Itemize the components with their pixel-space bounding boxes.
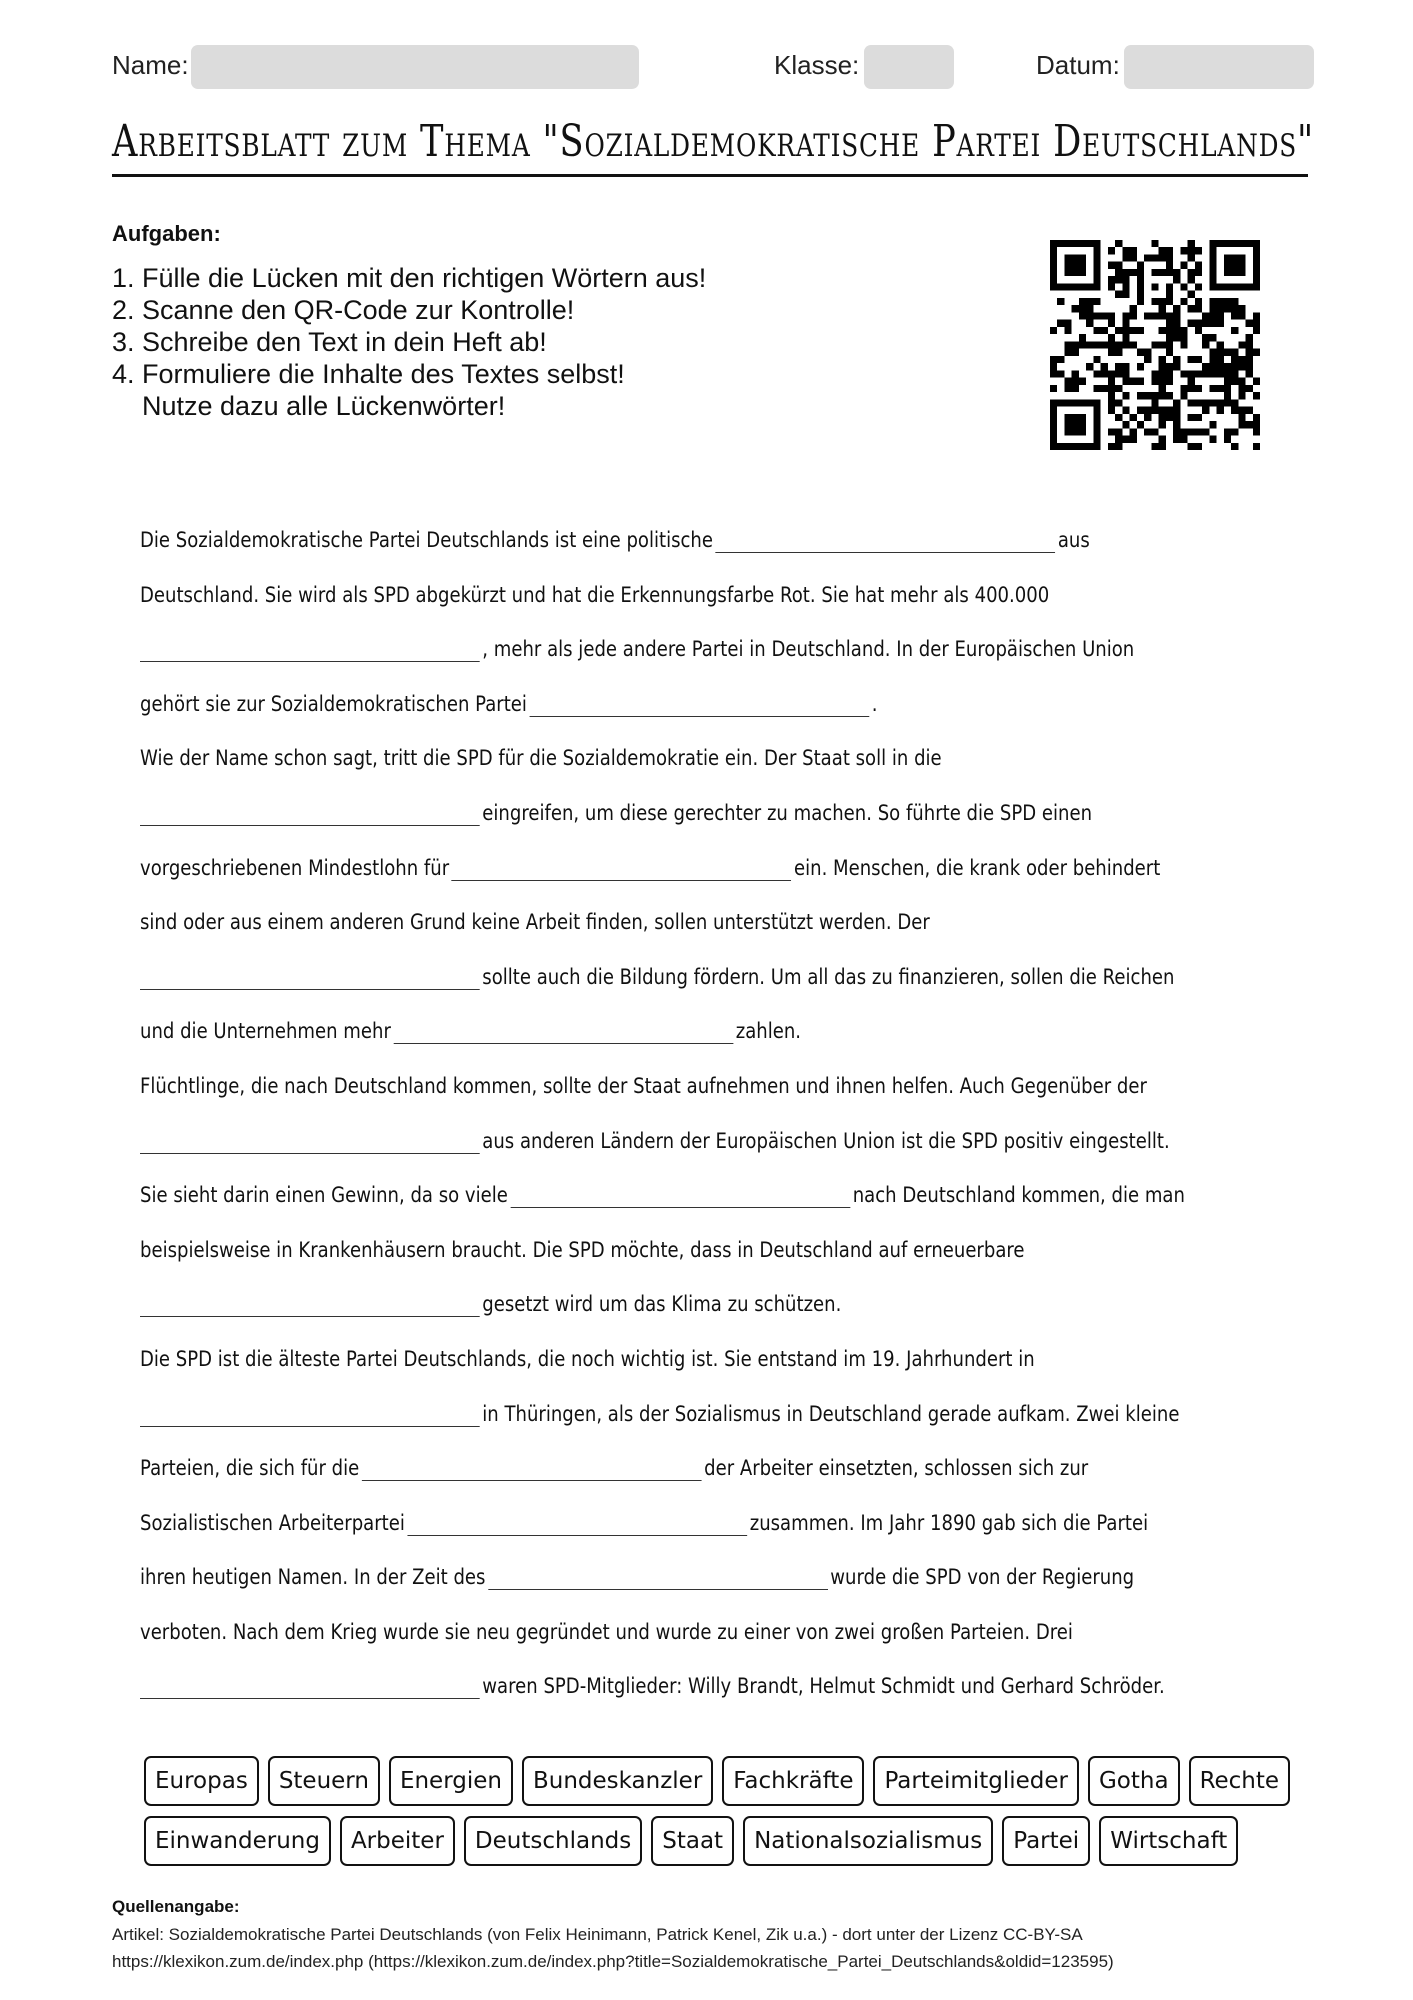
text-line: und die Unternehmen mehr zahlen. (140, 1019, 802, 1044)
text-line: gehört sie zur Sozialdemokratischen Partei . (140, 691, 878, 716)
blank-gap[interactable] (452, 859, 792, 881)
text-line: gesetzt wird um das Klima zu schützen. (140, 1277, 1138, 1332)
blank-gap[interactable] (393, 1022, 733, 1044)
word-chip[interactable]: Fachkräfte (722, 1756, 864, 1806)
blank-gap[interactable] (140, 1132, 480, 1154)
blank-gap[interactable] (510, 1186, 850, 1208)
text-line: sind oder aus einem anderen Grund keine Arbeit finden, sollen unterstützt werden. Der (140, 910, 930, 935)
word-chip[interactable]: Rechte (1189, 1756, 1291, 1806)
name-label: Name: (112, 50, 189, 80)
word-chip[interactable]: Einwanderung (144, 1816, 331, 1866)
text-line: beispielsweise in Krankenhäusern braucht. Die SPD möchte, dass in Deutschland auf erneuerbare (140, 1237, 1025, 1262)
class-field[interactable] (864, 45, 954, 89)
text-line: Wie der Name schon sagt, tritt die SPD für die Sozialdemokratie ein. Der Staat soll in die (140, 746, 942, 771)
text-line: Die SPD ist die älteste Partei Deutschlands, die noch wichtig ist. Sie entstand im 19. Jahrhundert in (140, 1346, 1035, 1371)
task-item: 3. Schreibe den Text in dein Heft ab! (112, 327, 547, 357)
blank-gap[interactable] (140, 1405, 480, 1427)
blank-gap[interactable] (140, 804, 480, 826)
word-chip[interactable]: Energien (389, 1756, 513, 1806)
tasks-list (112, 262, 706, 422)
class-label: Klasse: (774, 50, 860, 80)
blank-gap[interactable] (140, 1295, 480, 1317)
text-line: aus anderen Ländern der Europäischen Union ist die SPD positiv eingestellt. (140, 1114, 1138, 1169)
tasks-heading: Aufgaben: (112, 221, 221, 246)
text-line: Sozialistischen Arbeiterpartei zusammen. Im Jahr 1890 gab sich die Partei (140, 1510, 1149, 1535)
word-chip[interactable]: Bundeskanzler (522, 1756, 713, 1806)
text-line: in Thüringen, als der Sozialismus in Deutschland gerade aufkam. Zwei kleine (140, 1387, 1138, 1442)
word-chip[interactable]: Parteimitglieder (873, 1756, 1079, 1806)
blank-gap[interactable] (362, 1459, 702, 1481)
blank-gap[interactable] (140, 640, 480, 662)
date-field[interactable] (1124, 45, 1314, 89)
task-item: 1. Fülle die Lücken mit den richtigen Wörtern aus! (112, 263, 707, 293)
word-chip[interactable]: Partei (1002, 1816, 1090, 1866)
word-chip[interactable]: Nationalsozialismus (743, 1816, 993, 1866)
worksheet-title: Arbeitsblatt zum Thema "Sozialdemokratische Partei Deutschlands" (112, 116, 1315, 167)
blank-gap[interactable] (140, 1677, 480, 1699)
source-heading: Quellenangabe: (112, 1897, 240, 1916)
word-bank (144, 1756, 1294, 1876)
text-line: Flüchtlinge, die nach Deutschland kommen, sollte der Staat aufnehmen und ihnen helfen. Auch Gegenüber der (140, 1073, 1147, 1098)
word-bank-row (144, 1756, 1294, 1806)
text-line: sollte auch die Bildung fördern. Um all das zu finanzieren, sollen die Reichen (140, 950, 1138, 1005)
text-line: Sie sieht darin einen Gewinn, da so viele nach Deutschland kommen, die man (140, 1183, 1185, 1208)
date-label: Datum: (1036, 50, 1120, 80)
word-chip[interactable]: Wirtschaft (1099, 1816, 1238, 1866)
source-article: Artikel: Sozialdemokratische Partei Deutschlands (von Felix Heinimann, Patrick Kenel, Zik u.a.) - dort unter der Lizenz CC-BY-SA (112, 1925, 1083, 1944)
title-underline (112, 174, 1308, 177)
blank-gap[interactable] (716, 531, 1056, 553)
qr-code-icon[interactable] (1050, 240, 1260, 450)
word-bank-row (144, 1816, 1294, 1866)
blank-gap[interactable] (488, 1568, 828, 1590)
word-chip[interactable]: Deutschlands (464, 1816, 642, 1866)
text-line: verboten. Nach dem Krieg wurde sie neu gegründet und wurde zu einer von zwei großen Parteien. Drei (140, 1619, 1073, 1644)
word-chip[interactable]: Steuern (268, 1756, 380, 1806)
text-line: vorgeschriebenen Mindestlohn für ein. Menschen, die krank oder behindert (140, 855, 1161, 880)
word-chip[interactable]: Gotha (1088, 1756, 1180, 1806)
text-line: Die Sozialdemokratische Partei Deutschlands ist eine politische aus (140, 528, 1090, 552)
text-line: eingreifen, um diese gerechter zu machen. So führte die SPD einen (140, 786, 1138, 841)
source-link[interactable]: https://klexikon.zum.de/index.php (https://klexikon.zum.de/index.php?title=Sozialdemokratische_Partei_Deutschlands&oldid=123595) (112, 1952, 1114, 1971)
task-item: 2. Scanne den QR-Code zur Kontrolle! (112, 295, 575, 325)
blank-gap[interactable] (529, 695, 869, 717)
text-line: ihren heutigen Namen. In der Zeit des wurde die SPD von der Regierung (140, 1565, 1135, 1590)
text-line: waren SPD-Mitglieder: Willy Brandt, Helmut Schmidt und Gerhard Schröder. (140, 1659, 1138, 1714)
text-line: Deutschland. Sie wird als SPD abgekürzt und hat die Erkennungsfarbe Rot. Sie hat mehr als 400.000 (140, 582, 1050, 607)
blank-gap[interactable] (407, 1514, 747, 1536)
text-line: Parteien, die sich für die der Arbeiter einsetzten, schlossen sich zur (140, 1456, 1089, 1481)
text-line: , mehr als jede andere Partei in Deutschland. In der Europäischen Union (140, 622, 1138, 677)
cloze-text (140, 513, 1185, 1714)
word-chip[interactable]: Europas (144, 1756, 259, 1806)
word-chip[interactable]: Staat (651, 1816, 734, 1866)
name-field[interactable] (191, 45, 639, 89)
task-item: Nutze dazu alle Lückenwörter! (112, 391, 506, 421)
blank-gap[interactable] (140, 968, 480, 990)
task-item: 4. Formuliere die Inhalte des Textes selbst! (112, 359, 625, 389)
word-chip[interactable]: Arbeiter (340, 1816, 455, 1866)
